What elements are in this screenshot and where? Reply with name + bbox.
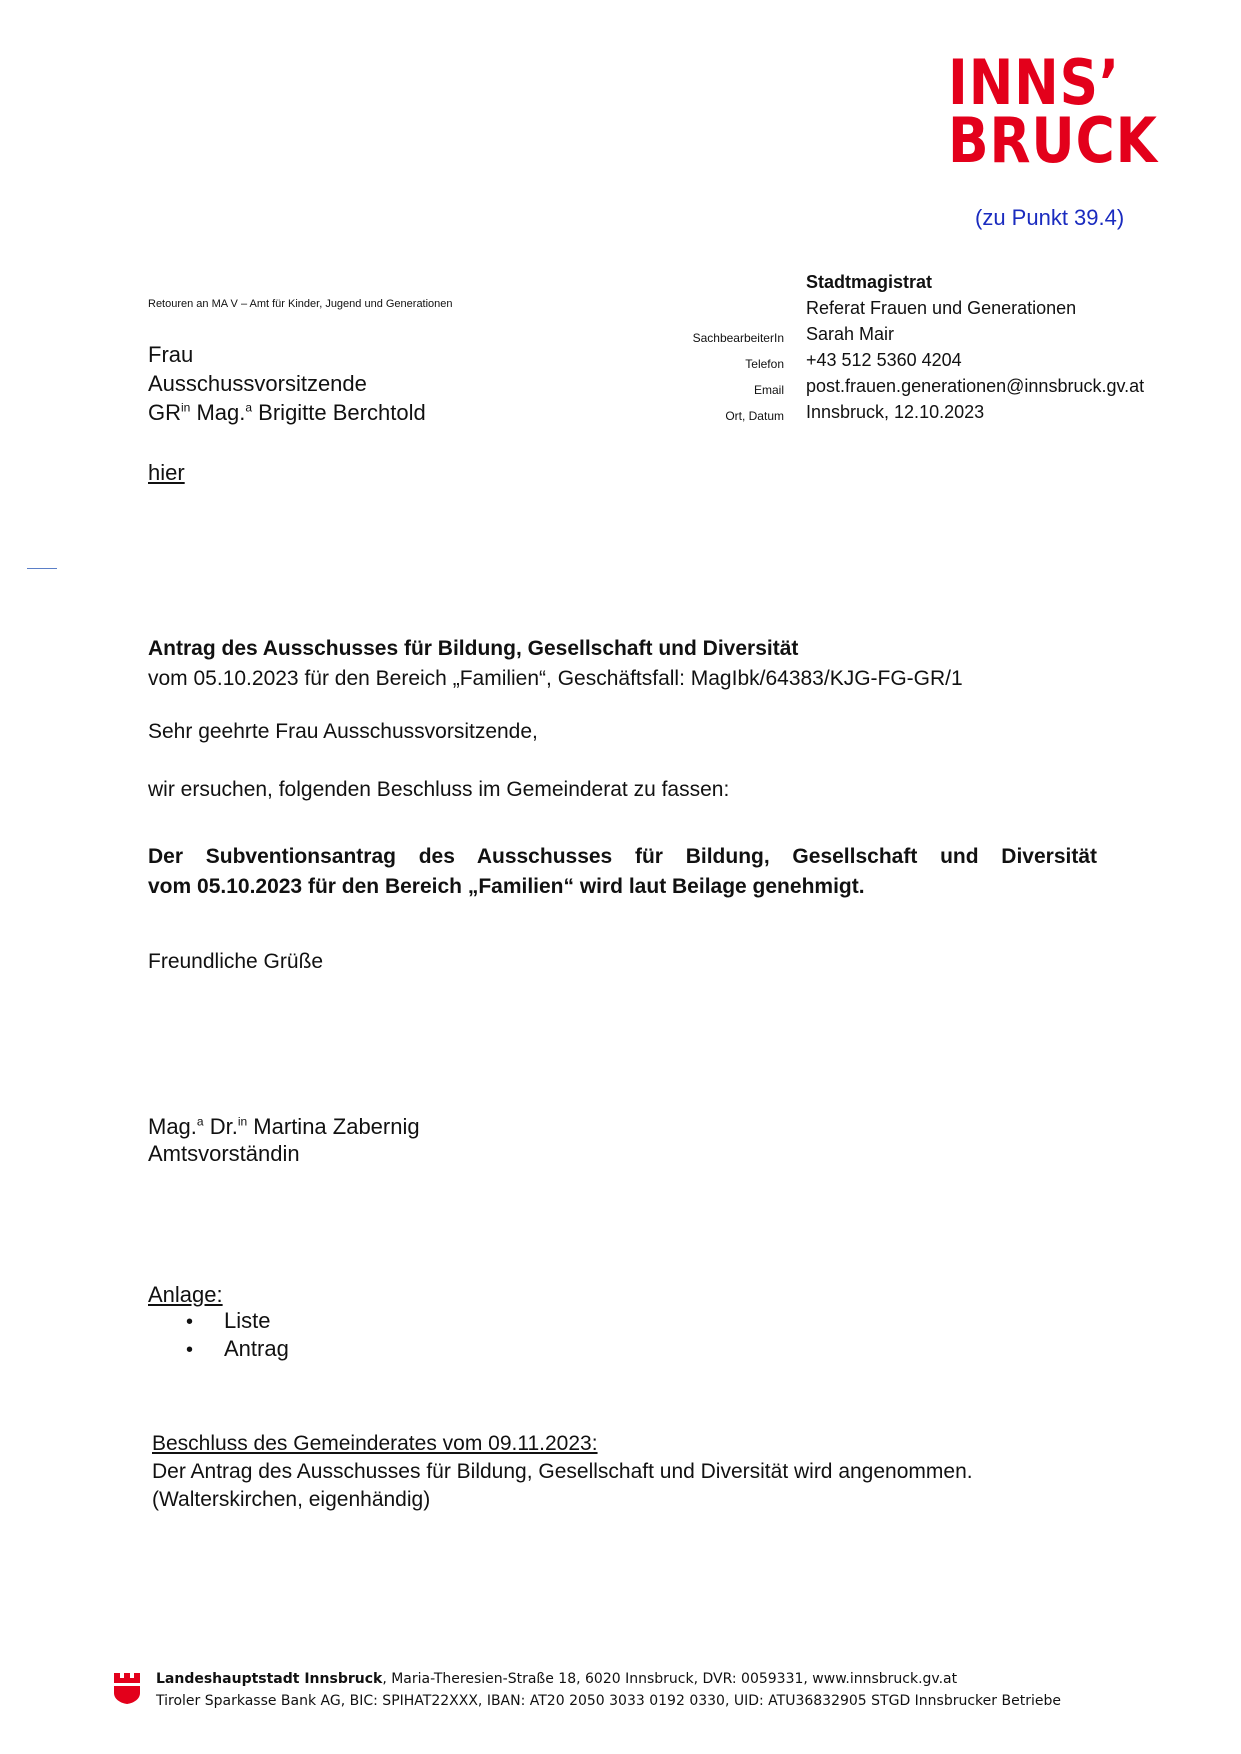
footer-address-detail: , Maria-Theresien-Straße 18, 6020 Innsbruck, DVR: 0059331, www.innsbruck.gv.at: [382, 1671, 958, 1687]
attachment-item: [186, 1308, 270, 1334]
field-label-phone: Telefon: [745, 357, 784, 371]
city-emblem-icon: [112, 1669, 142, 1705]
signatory-dr-sup: in: [237, 1114, 248, 1129]
greeting: Sehr geehrte Frau Ausschussvorsitzende,: [148, 720, 538, 743]
field-value-email: post.frauen.generationen@innsbruck.gv.at: [806, 376, 1145, 396]
council-decision-text: Der Antrag des Ausschusses für Bildung, Gesellschaft und Diversität wird angenommen.: [152, 1460, 973, 1483]
logo-line-2: BRUCK: [948, 104, 1158, 177]
signatory-role: Amtsvorständin: [148, 1141, 300, 1166]
field-label-date: Ort, Datum: [725, 409, 784, 423]
footer-address: [156, 1671, 957, 1687]
sender-department: Referat Frauen und Generationen: [806, 298, 1077, 318]
recipient-role: Ausschussvorsitzende: [148, 371, 367, 396]
recipient-title-mag-sup: a: [245, 400, 253, 415]
agenda-reference: (zu Punkt 39.4): [975, 205, 1125, 230]
return-address: Retouren an MA V – Amt für Kinder, Jugend und Generationen: [148, 298, 453, 310]
footer-city-name: Landeshauptstadt Innsbruck: [156, 1671, 383, 1687]
bullet-icon: •: [186, 1339, 194, 1361]
signatory-dr: Dr.: [203, 1114, 238, 1139]
innsbruck-logo: [948, 46, 1196, 177]
recipient-location: hier: [148, 460, 185, 485]
field-label-email: Email: [753, 383, 784, 397]
request-text: wir ersuchen, folgenden Beschluss im Gemeinderat zu fassen:: [148, 778, 730, 801]
resolution-text: [148, 842, 1097, 902]
field-value-clerk: Sarah Mair: [806, 324, 895, 344]
recipient-name: [148, 400, 426, 426]
resolution-line-2: vom 05.10.2023 für den Bereich „Familien“ wird laut Beilage genehmigt.: [148, 875, 865, 898]
closing: Freundliche Grüße: [148, 950, 324, 973]
field-value-phone: +43 512 5360 4204: [806, 350, 962, 370]
council-decision-heading: Beschluss des Gemeinderates vom 09.11.2023:: [152, 1432, 598, 1455]
footer-bank-details: Tiroler Sparkasse Bank AG, BIC: SPIHAT22XXX, IBAN: AT20 2050 3033 0192 0330, UID: ATU36832905 STGD Innsbrucker Betriebe: [156, 1693, 1061, 1709]
subject-title: Antrag des Ausschusses für Bildung, Gesellschaft und Diversität: [148, 637, 799, 660]
attachment-item-label: Antrag: [224, 1336, 289, 1361]
signatory-mag: Mag.: [148, 1114, 197, 1139]
recipient-title-mag: Mag.: [190, 400, 246, 425]
attachment-item-label: Liste: [224, 1308, 271, 1333]
resolution-line-1: Der Subventionsantrag des Ausschusses für Bildung, Gesellschaft und Diversität: [148, 845, 1097, 868]
field-label-clerk: SachbearbeiterIn: [692, 331, 784, 345]
signatory-name: [148, 1114, 420, 1140]
logo-line-1: INNS’: [948, 46, 1121, 119]
recipient-salutation: Frau: [148, 342, 194, 367]
field-value-date: Innsbruck, 12.10.2023: [806, 402, 985, 422]
subject-detail: vom 05.10.2023 für den Bereich „Familien“, Geschäftsfall: MagIbk/64383/KJG-FG-GR/1: [148, 667, 963, 690]
bullet-icon: •: [186, 1311, 194, 1333]
attachment-item: [186, 1336, 289, 1362]
recipient-full-name: Brigitte Berchtold: [252, 400, 426, 425]
attachments-label: Anlage:: [148, 1282, 223, 1307]
council-decision-note: (Walterskirchen, eigenhändig): [152, 1488, 431, 1511]
signatory-mag-sup: a: [196, 1114, 204, 1129]
signatory-full-name: Martina Zabernig: [247, 1114, 420, 1139]
fold-mark: [27, 568, 57, 569]
sender-office: Stadtmagistrat: [806, 272, 933, 292]
recipient-title-prefix-sup: in: [181, 400, 191, 415]
recipient-title-prefix: GR: [148, 400, 181, 425]
